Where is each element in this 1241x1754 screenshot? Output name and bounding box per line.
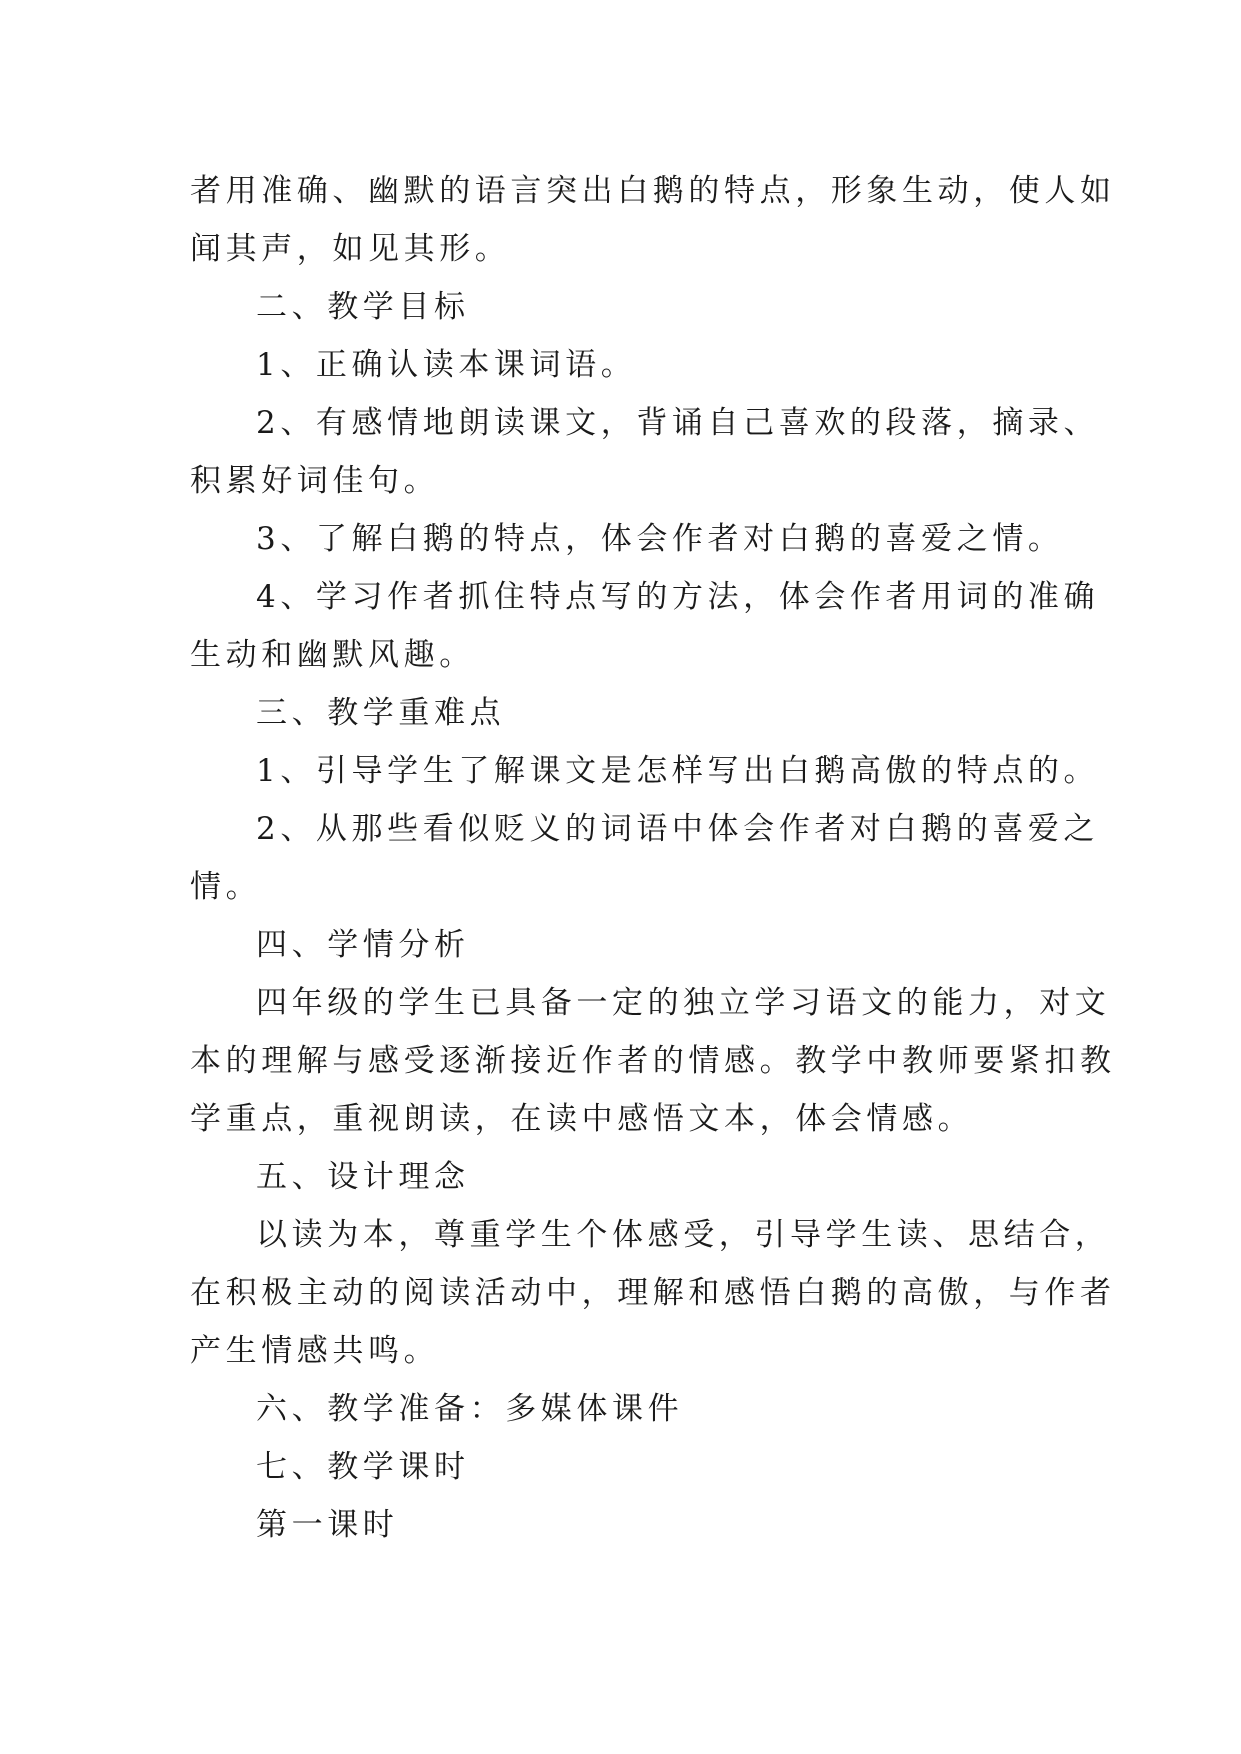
paragraph-line: 四年级的学生已具备一定的独立学习语文的能力，对文 (256, 985, 1111, 1021)
section-heading-key-points: 三、教学重难点 (256, 695, 506, 731)
paragraph-line: 学重点，重视朗读，在读中感悟文本，体会情感。 (190, 1101, 974, 1137)
paragraph-line: 在积极主动的阅读活动中，理解和感悟白鹅的高傲，与作者 (190, 1275, 1116, 1311)
list-item: 1、正确认读本课词语。 (256, 347, 637, 383)
paragraph-line: 闻其声，如见其形。 (190, 231, 511, 267)
list-item-continuation: 生动和幽默风趣。 (190, 637, 475, 673)
section-heading-analysis: 四、学情分析 (256, 927, 470, 963)
paragraph-line: 产生情感共鸣。 (190, 1333, 440, 1369)
subheading-first-period: 第一课时 (256, 1507, 399, 1543)
paragraph-line: 本的理解与感受逐渐接近作者的情感。教学中教师要紧扣教 (190, 1043, 1116, 1079)
list-item: 1、引导学生了解课文是怎样写出白鹅高傲的特点的。 (256, 753, 1100, 789)
paragraph-line: 以读为本，尊重学生个体感受，引导学生读、思结合， (256, 1217, 1111, 1253)
document-body (190, 162, 1116, 1554)
section-heading-objectives: 二、教学目标 (256, 289, 470, 325)
list-item: 4、学习作者抓住特点写的方法，体会作者用词的准确 (256, 579, 1100, 615)
section-heading-periods: 七、教学课时 (256, 1449, 470, 1485)
list-item: 2、从那些看似贬义的词语中体会作者对白鹅的喜爱之 (256, 811, 1100, 847)
section-heading-concept: 五、设计理念 (256, 1159, 470, 1195)
list-item: 2、有感情地朗读课文，背诵自己喜欢的段落，摘录、 (256, 405, 1100, 441)
list-item: 3、了解白鹅的特点，体会作者对白鹅的喜爱之情。 (256, 521, 1064, 557)
section-heading-preparation: 六、教学准备：多媒体课件 (256, 1391, 684, 1427)
list-item-continuation: 积累好词佳句。 (190, 463, 440, 499)
list-item-continuation: 情。 (190, 869, 262, 905)
paragraph-line: 者用准确、幽默的语言突出白鹅的特点，形象生动，使人如 (190, 173, 1116, 209)
